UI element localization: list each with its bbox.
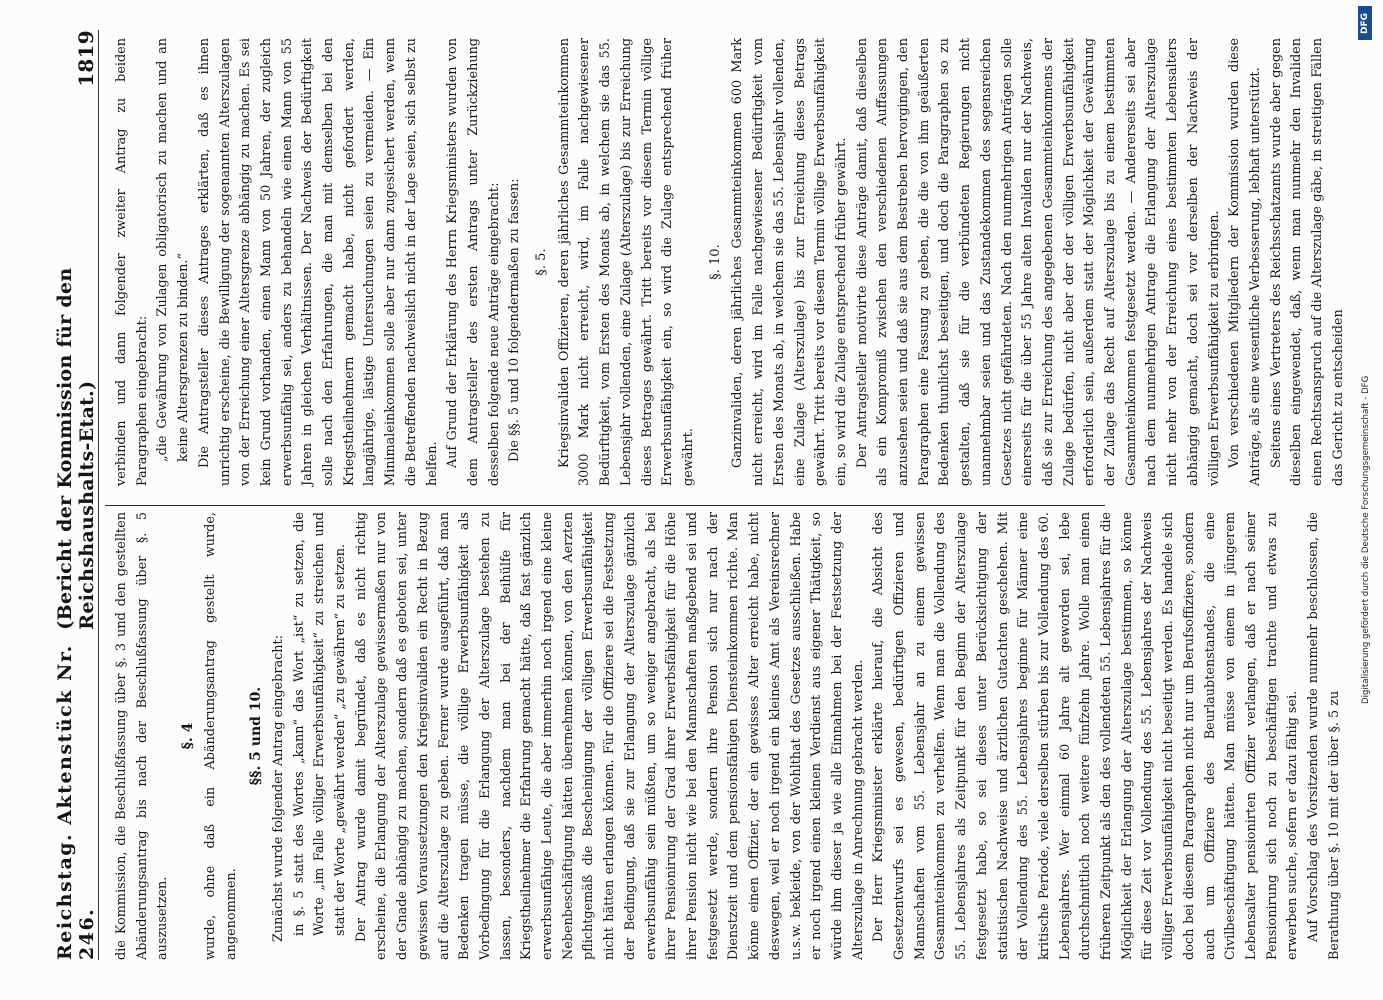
paragraph: Die Antragsteller dieses Antrages erklärten, daß es ihnen unrichtig erscheine, die Bewilligung der sogenannten Alterszulagen von der Erreichung einer Altersgrenze abhängig zu machen. Es sei kein Grund vorhanden, einen Mann von 50 Jahren, der zugleich erwerbsunfähig sei, anders zu behandeln wie einen Mann von 55 Jahren in gleichen Verhältnissen. Der Nachweis der Bedürftigkeit solle nach den Erfahrungen, die man mit demselben bei den Kriegstheilnehmern gemacht habe, nicht gefordert werden, langjährige, lästige Untersuchungen seien zu vermeiden. — Ein Minimaleinkommen solle aber nur dann zugesichert werden, wenn die Betreffenden nachweislich nicht in der Lage seien, sich selbst zu helfen.	[196, 38, 440, 486]
dfg-logo: DFG	[1358, 6, 1372, 40]
paragraph: Der Antrag wurde damit begründet, daß es nicht richtig erscheine, die Erlangung der Alterszulage gewissermaßen nur von der Gnade abhängig zu machen, sondern daß es geboten sei, unter gewissen Voraussetzungen den Kriegsinvaliden ein Recht in Bezug auf die Alterszulage zu geben. Ferner wurde ausgeführt, daß man Bedenken tragen müsse, die völlige Erwerbsunfähigkeit als Vorbedingung für die Erlangung der Alterszulage bestehen zu lassen, besonders, nachdem man bei der Beihülfe für Kriegstheilnehmer die Erfahrung gemacht hätte, daß fast gänzlich erwerbsunfähige Leute, die aber immerhin noch irgend eine kleine Nebenbeschäftigung hätten übernehmen können, von den Aerzten pflichtgemäß die Bescheinigung der völligen Erwerbsunfähigkeit nicht hätten erlangen können. Für die Offiziere sei die Festsetzung der Bedingung, daß sie zur Erlangung der Alterszulage gänzlich erwerbsunfähig sein müßten, um so weniger angebracht, als bei ihrer Pensionirung der Grad ihrer Erwerbsfähigkeit für die Höhe ihrer Pension nicht wie bei den Mannschaften maßgebend sei und festgesetzt werde, sondern ihre Pension sich nur nach der Dienstzeit und dem pensionsfähigen Diensteinkommen richte. Man könne einen Offizier, der ein gewisses Alter erreicht habe, nicht deswegen, weil er noch irgend ein kleines Amt als Vereinsrechner u.s.w. bekleide, von der Wohlthat des Gesetzes ausschließen. Habe er noch irgend einen kleinen Verdienst aus eigener Thätigkeit, so würde ihm dieser ja wie alle Einnahmen bei der Festsetzung der Alterszulage in Anrechnung gebracht werden.	[353, 512, 866, 960]
paragraph: Von verschiedenen Mitgliedern der Kommission wurden diese Anträge, als eine wesentliche Verbesserung, lebhaft unterstützt.	[1227, 38, 1263, 486]
page-header	[54, 30, 99, 960]
paragraph: in §. 5 statt des Wortes „kann“ das Wort „ist“ zu setzen, die Worte „im Falle völliger Erwerbsunfähigkeit“ zu streichen und statt der Worte „gewährt werden“ „zu gewähren“ zu setzen.	[291, 512, 349, 936]
paragraph: Seitens eines Vertreters des Reichsschatzamts wurde aber gegen dieselben eingewendet, daß, wenn man nunmehr den Invaliden einen Rechtsanspruch auf die Alterszulage gäbe, in streitigen Fällen das Gericht zu entscheiden	[1268, 38, 1346, 486]
paragraph: „die Gewährung von Zulagen obligatorisch zu machen und an keine Altersgrenzen zu binden.“	[155, 38, 192, 462]
paragraph: Auf Grund der Erklärung des Herrn Kriegsministers wurden von dem Antragsteller des ersten Antrags unter Zurückziehung desselben folgende neue Anträge eingebracht:	[445, 38, 502, 486]
paragraph: Der Antragsteller motivirte diese Anträge damit, daß dieselben als ein Kompromiß zwischen den verschiedenen Auffassungen anzusehen seien und daß sie aus dem Bestreben hervorgingen, den Paragraphen eine Fassung zu geben, die die von ihm geäußerten Bedenken thunlichst beseitigen, und doch die Paragraphen so zu gestalten, daß sie für die verbündeten Regierungen nicht unannehmbar seien und das Zustandekommen des segensreichen Gesetzes nicht gefährdeten. Nach den nunmehrigen Anträgen solle einerseits für die über 55 Jahre alten Invaliden nur der Nachweis, daß sie zur Erreichung des angegebenen Gesammteinkommens der Zulage bedürfen, nicht aber der der völligen Erwerbsunfähigkeit erforderlich sein, außerdem statt der Möglichkeit der Gewährung der Zulage das Recht auf Alterszulage bis zu einem bestimmten Gesammteinkommen festgesetzt werden. — Andererseits sei aber nach dem nunmehrigen Antrage die Erlangung der Alterszulage nicht mehr von der Erreichung eines bestimmten Lebensalters abhängig gemacht, doch sei vor derselben der Nachweis der völligen Erwerbsunfähigkeit zu erbringen.	[854, 38, 1222, 486]
digitization-note: Digitalisierung gefördert durch die Deutsche Forschungsgemeinschaft - DFG	[1361, 375, 1371, 704]
header-middle: (Bericht der Kommission für den Reichshaushalts-Etat.)	[54, 267, 98, 630]
paragraph: Kriegsinvaliden Offizieren, deren jährliches Gesammteinkommen 3000 Mark nicht erreicht, wird, im Falle nachgewiesener Bedürftigkeit, vom Ersten des Monats ab, in welchem sie das 55. Lebensjahr vollenden, eine Zulage (Alterszulage) bis zur Erreichung dieses Betrages gewährt. Tritt bereits vor diesem Termin völlige Erwerbsunfähigkeit ein, so wird die Zulage entsprechend früher gewährt.	[556, 38, 696, 486]
page-number: 1819	[74, 30, 98, 87]
header-left: Reichstag. Aktenstück Nr. 246.	[54, 644, 98, 960]
paragraph: wurde, ohne daß ein Abänderungsantrag gestellt wurde, angenommen.	[202, 512, 239, 960]
paragraph: Der Herr Kriegsminister erklärte hierauf, die Absicht des Gesetzentwurfs sei es gewesen, bedürftigen Offizieren und Mannschaften vom 55. Lebensjahr an zu einem gewissen Gesammteinkommen zu verhelfen. Wenn man die Vollendung des 55. Lebensjahres als Zeitpunkt für den Beginn der Alterszulage festgesetzt habe, so sei dieses unter Berücksichtigung der statistischen Nachweise und ärztlichen Gutachten geschehen. Mit der Vollendung des 55. Lebensjahres beginne für Männer eine kritische Periode, viele derselben stürben bis zur Vollendung des 60. Lebensjahres. Wer einmal 60 Jahre alt geworden sei, lebe durchschnittlich noch weitere fünfzehn Jahre. Wolle man einen früheren Zeitpunkt als den des vollendeten 55. Lebensjahres für die Möglichkeit der Erlangung der Alterszulage bestimmen, so könne für diese Zeit vor Vollendung des 55. Lebensjahres der Nachweis völliger Erwerbsunfähigkeit nicht beseitigt werden. Es handele sich doch bei diesem Paragraphen nicht nur um Berufsoffiziere, sondern auch um Offiziere des Beurlaubtenstandes, die eine Civilbeschäftigung hätten. Man müsse von einem in jüngerem Lebensalter pensionirten Offizier verlangen, daß er nach seiner Pensionirung sich noch zu beschäftigen trachte und etwas zu erwerben suche, sofern er dazu fähig sei.	[871, 512, 1301, 960]
paragraph: Die §§. 5 und 10 folgendermaßen zu fassen:	[507, 178, 523, 462]
paragraph: die Kommission, die Beschlußfassung über §. 3 und den gestellten Abänderungsantrag bis nach der Beschlußfassung über §. 5 auszusetzen.	[114, 512, 171, 960]
left-column	[112, 512, 1345, 960]
section-heading: §. 10.	[707, 244, 723, 280]
section-heading: §. 5.	[534, 248, 550, 276]
section-heading: §§. 5 und 10.	[248, 686, 265, 786]
column-divider	[105, 505, 1105, 506]
paragraph: Zunächst wurde folgender Antrag eingebracht:	[270, 635, 286, 942]
paragraph: Auf Vorschlag des Vorsitzenden wurde nunmehr beschlossen, die Berathung über §. 10 mit der über §. 5 zu	[1306, 512, 1342, 960]
right-column	[112, 38, 1349, 486]
section-heading: §. 4	[180, 722, 197, 750]
paragraph: verbinden und dann folgender zweiter Antrag zu beiden Paragraphen eingebracht:	[114, 38, 150, 486]
paragraph: Ganzinvaliden, deren jährliches Gesammteinkommen 600 Mark nicht erreicht, wird im Falle nachgewiesener Bedürftigkeit vom Ersten des Monats ab, in welchem sie das 55. Lebensjahr vollenden, eine Zulage (Alterszulage) bis zur Erreichung dieses Betrags gewährt. Tritt bereits vor diesem Termin völlige Erwerbsunfähigkeit ein, so wird die Zulage entsprechend früher gewährt.	[730, 38, 849, 486]
